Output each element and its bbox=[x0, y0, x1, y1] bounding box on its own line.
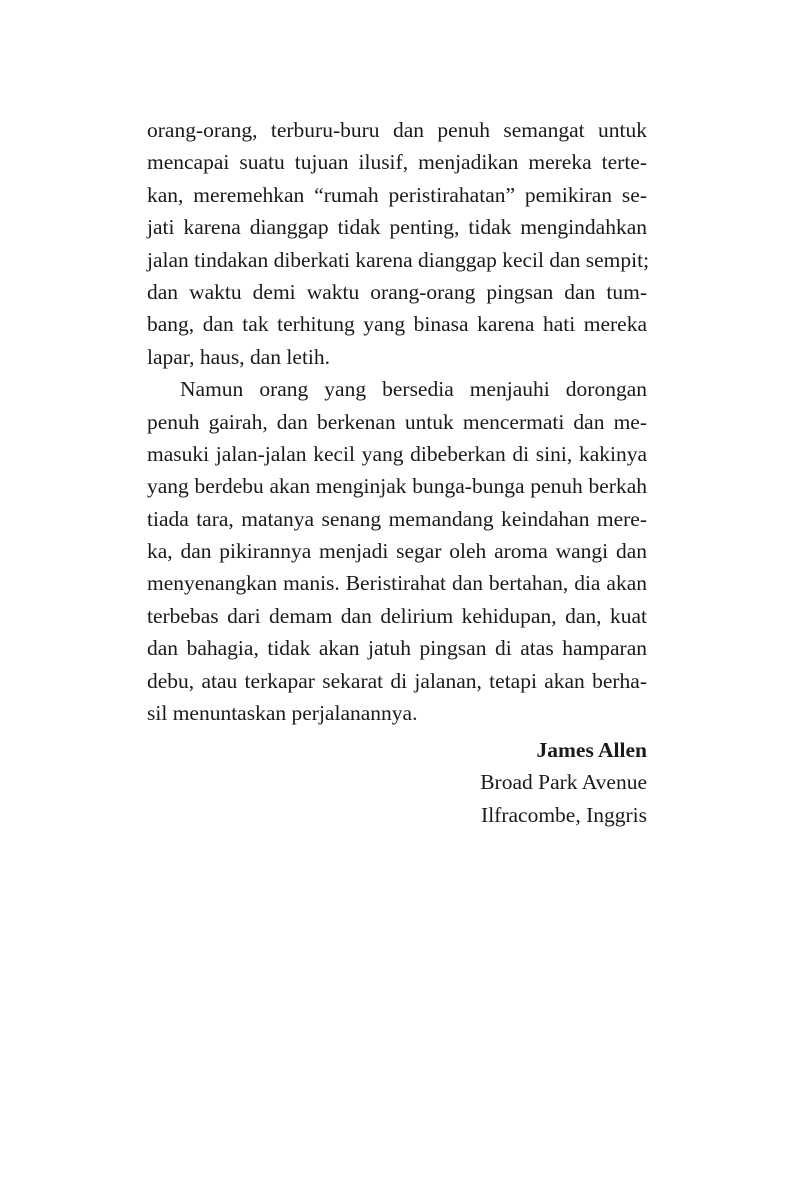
text-line: menyenangkan manis. Beristirahat dan bertahan, dia akan bbox=[147, 571, 647, 596]
signature-block bbox=[480, 734, 647, 831]
text-line: Namun orang yang bersedia menjauhi dorongan bbox=[180, 377, 647, 402]
text-line: jalan tindakan diberkati karena dianggap kecil dan sempit; bbox=[147, 247, 650, 272]
text-line: kan, meremehkan “rumah peristirahatan” pemikiran se- bbox=[147, 182, 647, 207]
text-line: orang-orang, terburu-buru dan penuh semangat untuk bbox=[147, 118, 647, 142]
paragraph-2 bbox=[147, 373, 647, 729]
text-line: yang berdebu akan menginjak bunga-bunga penuh berkah bbox=[147, 474, 647, 499]
text-line: ka, dan pikirannya menjadi segar oleh aroma wangi dan bbox=[147, 539, 647, 564]
text-line: debu, atau terkapar sekarat di jalanan, tetapi akan berha- bbox=[147, 668, 647, 693]
address-line: Ilfracombe, Inggris bbox=[481, 802, 647, 827]
paragraph-1 bbox=[147, 114, 650, 373]
address-line: Broad Park Avenue bbox=[480, 770, 647, 795]
text-line: dan waktu demi waktu orang-orang pingsan dan tum- bbox=[147, 279, 647, 304]
text-line: bang, dan tak terhitung yang binasa karena hati mereka bbox=[147, 312, 647, 337]
text-line: sil menuntaskan perjalanannya. bbox=[147, 701, 418, 726]
text-line: terbebas dari demam dan delirium kehidupan, dan, kuat bbox=[147, 603, 647, 628]
text-line: jati karena dianggap tidak penting, tidak mengindahkan bbox=[147, 215, 647, 240]
text-line: masuki jalan-jalan kecil yang dibeberkan di sini, kakinya bbox=[147, 441, 647, 466]
text-line: dan bahagia, tidak akan jatuh pingsan di atas hamparan bbox=[147, 636, 647, 661]
body-text bbox=[147, 114, 650, 729]
text-line: penuh gairah, dan berkenan untuk mencermati dan me- bbox=[147, 409, 647, 434]
author-name: James Allen bbox=[536, 738, 647, 762]
text-line: mencapai suatu tujuan ilusif, menjadikan mereka terte- bbox=[147, 150, 647, 175]
text-line: lapar, haus, dan letih. bbox=[147, 344, 331, 369]
text-line: tiada tara, matanya senang memandang keindahan mere- bbox=[147, 506, 647, 531]
